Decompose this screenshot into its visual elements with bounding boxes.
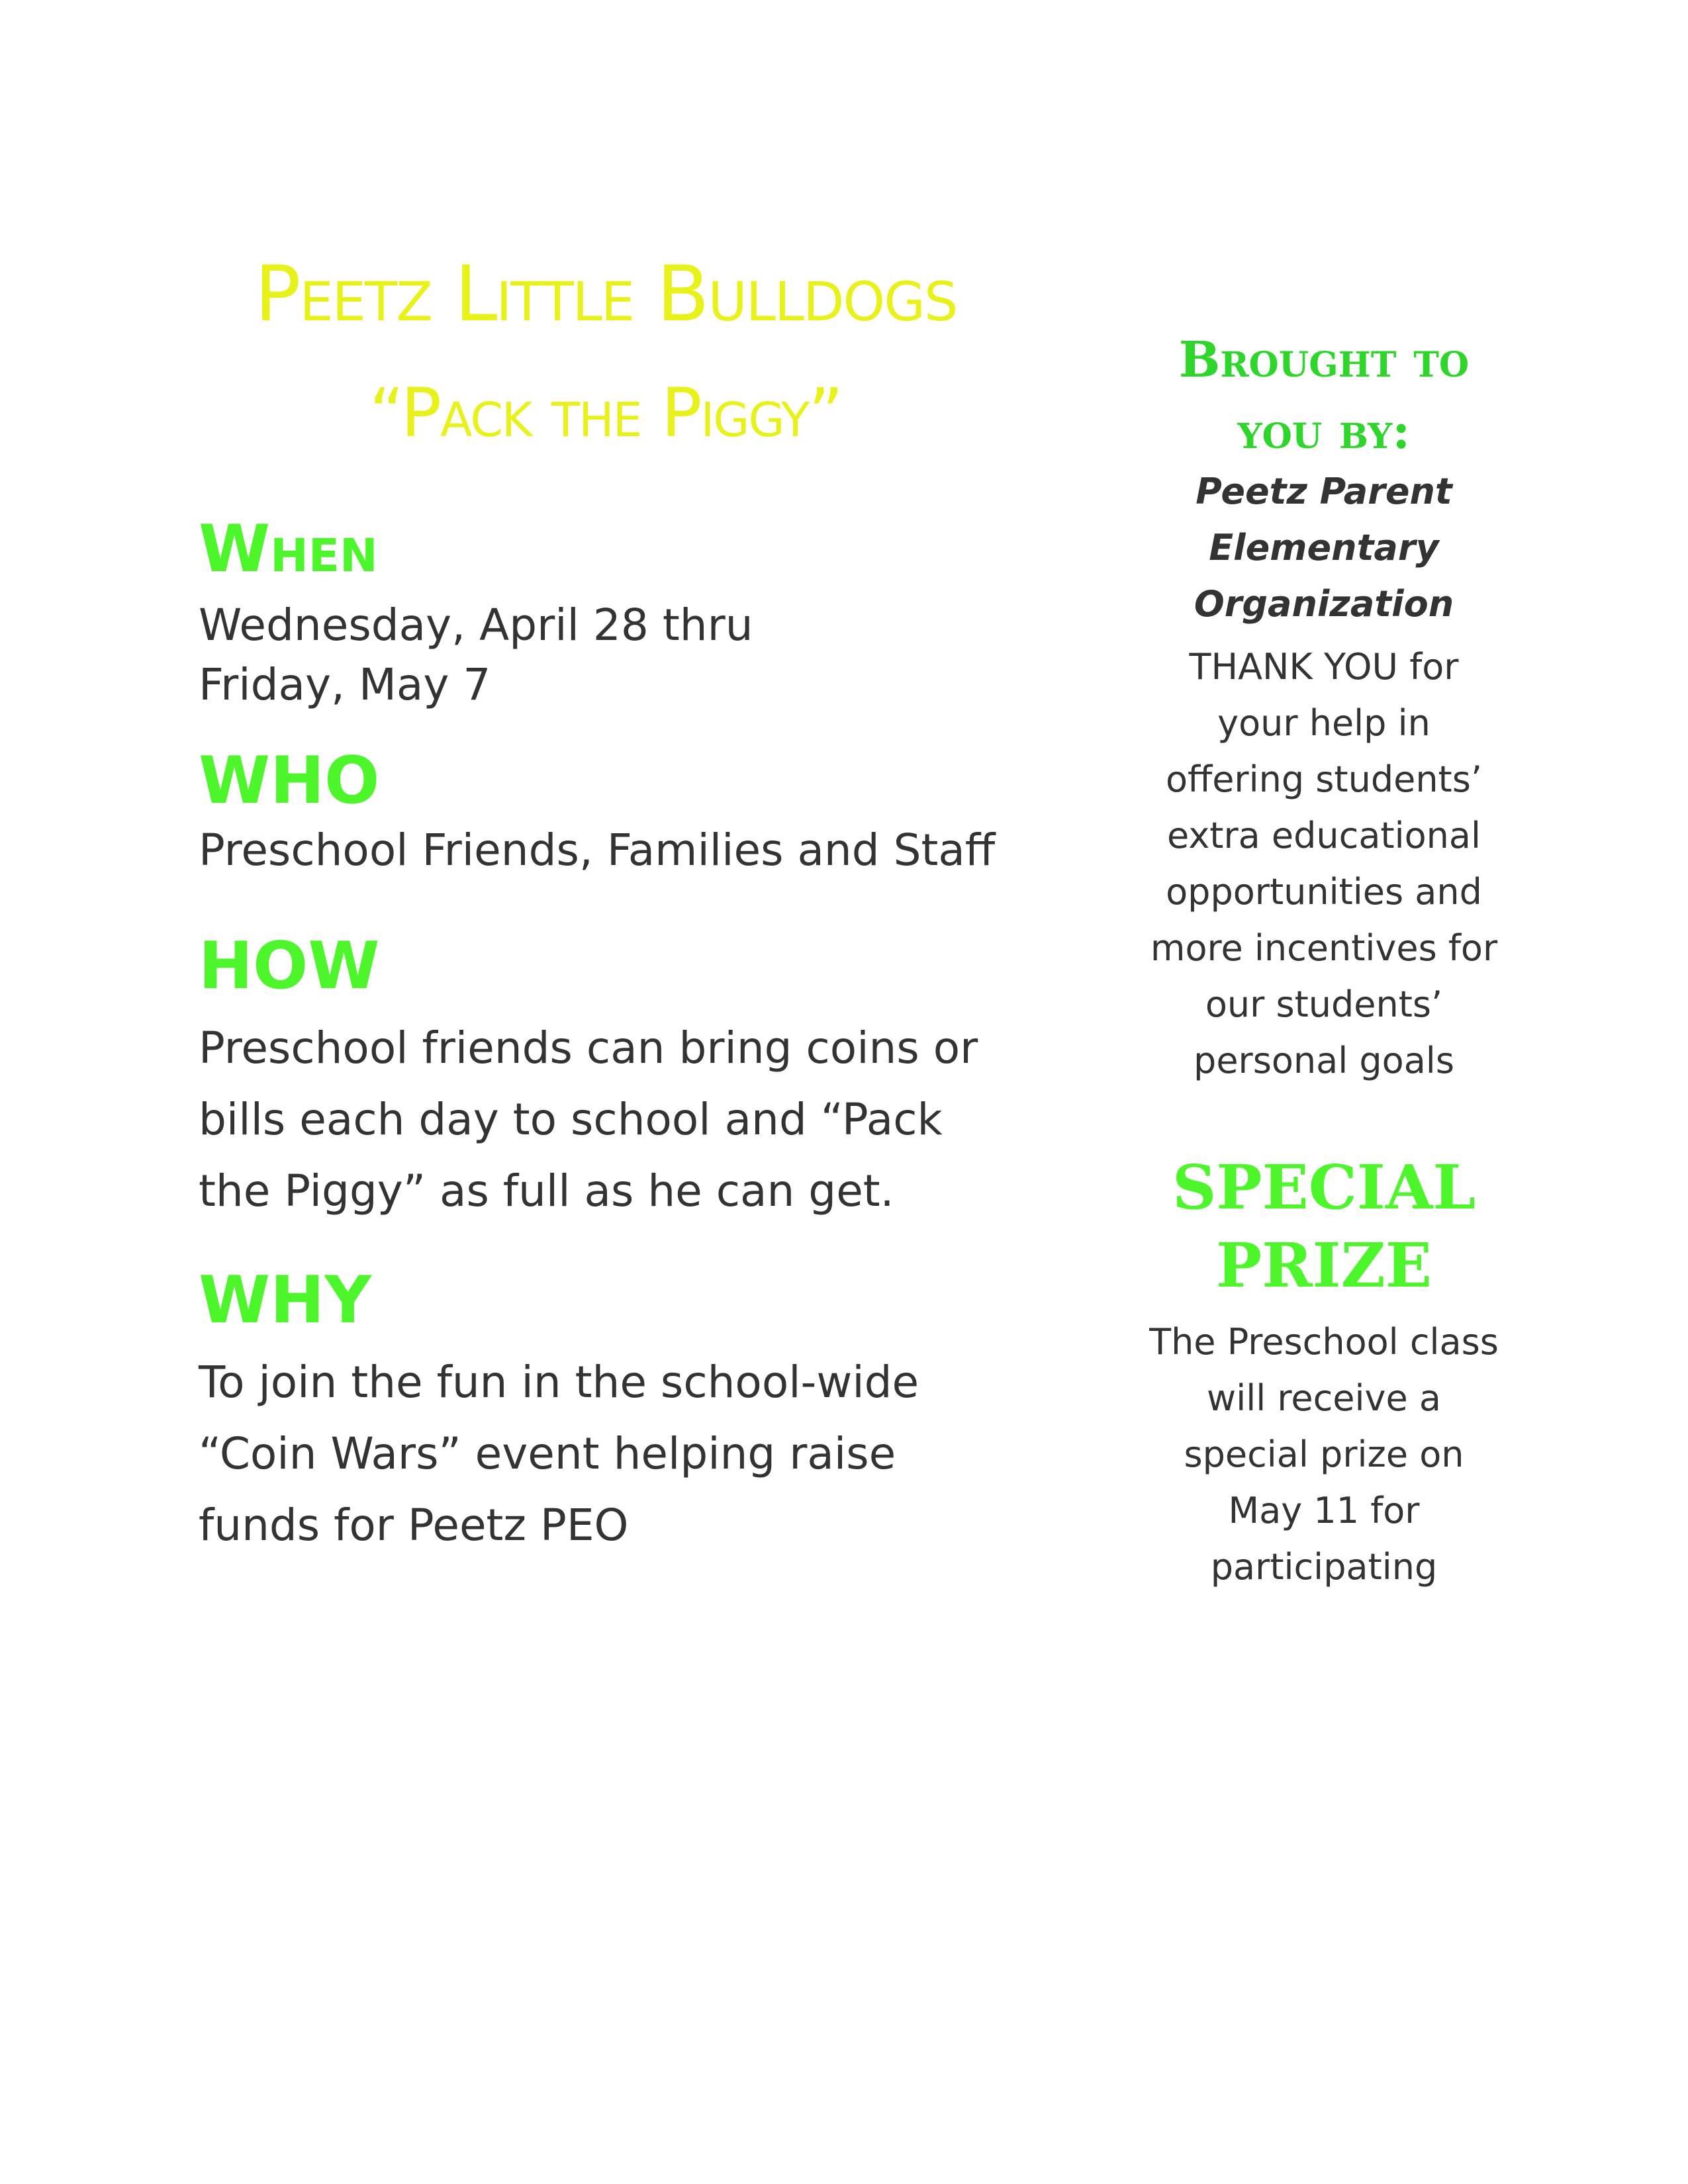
special-prize-line: The Preschool class bbox=[1149, 1321, 1499, 1363]
thank-you-line: extra educational bbox=[1167, 815, 1481, 856]
why-heading: WHY bbox=[199, 1263, 372, 1338]
sponsor-heading bbox=[1125, 324, 1523, 467]
why-text bbox=[199, 1347, 919, 1561]
special-prize-heading bbox=[1125, 1148, 1523, 1304]
organization-line: Organization bbox=[1194, 583, 1454, 625]
thank-you-line: your help in bbox=[1217, 702, 1430, 744]
when-heading: When bbox=[199, 512, 378, 587]
special-prize-line: will receive a bbox=[1207, 1377, 1441, 1419]
why-line: “Coin Wars” event helping raise bbox=[199, 1428, 896, 1479]
thank-you-line: THANK YOU for bbox=[1189, 646, 1459, 688]
special-prize-line: special prize on bbox=[1184, 1433, 1464, 1475]
organization-line: Elementary bbox=[1209, 527, 1439, 569]
special-prize-heading-line: SPECIAL bbox=[1172, 1152, 1476, 1223]
flyer-subtitle: “Pack the Piggy” bbox=[369, 374, 843, 453]
how-line: the Piggy” as full as he can get. bbox=[199, 1165, 894, 1216]
organization-line: Peetz Parent bbox=[1196, 471, 1452, 512]
special-prize-heading-line: PRIZE bbox=[1216, 1230, 1432, 1301]
sponsor-heading-line: Brought to bbox=[1178, 332, 1470, 388]
thank-you-line: personal goals bbox=[1194, 1040, 1454, 1081]
how-text bbox=[199, 1013, 978, 1227]
why-line: To join the fun in the school-wide bbox=[199, 1357, 919, 1408]
when-text bbox=[199, 596, 753, 715]
who-text bbox=[199, 821, 995, 880]
how-heading: HOW bbox=[199, 929, 380, 1004]
thank-you-line: more incentives for bbox=[1150, 927, 1498, 969]
special-prize-line: May 11 for bbox=[1228, 1490, 1420, 1531]
who-line: Preschool Friends, Families and Staff bbox=[199, 825, 996, 876]
how-line: bills each day to school and “Pack bbox=[199, 1094, 943, 1145]
special-prize-line: participating bbox=[1210, 1546, 1438, 1588]
when-line: Wednesday, April 28 thru bbox=[199, 600, 753, 651]
why-line: funds for Peetz PEO bbox=[199, 1500, 629, 1551]
sponsor-heading-line: you by: bbox=[1237, 403, 1411, 460]
how-line: Preschool friends can bring coins or bbox=[199, 1023, 978, 1073]
who-heading: WHO bbox=[199, 743, 380, 819]
when-line: Friday, May 7 bbox=[199, 659, 491, 710]
thank-you-line: opportunities and bbox=[1166, 871, 1482, 913]
special-prize-text bbox=[1125, 1314, 1523, 1595]
sponsor-organization bbox=[1125, 463, 1523, 632]
thank-you-line: offering students’ bbox=[1165, 758, 1483, 800]
thank-you-line: our students’ bbox=[1205, 983, 1443, 1025]
thank-you-text bbox=[1125, 639, 1523, 1089]
flyer-title: Peetz Little Bulldogs bbox=[254, 250, 957, 339]
